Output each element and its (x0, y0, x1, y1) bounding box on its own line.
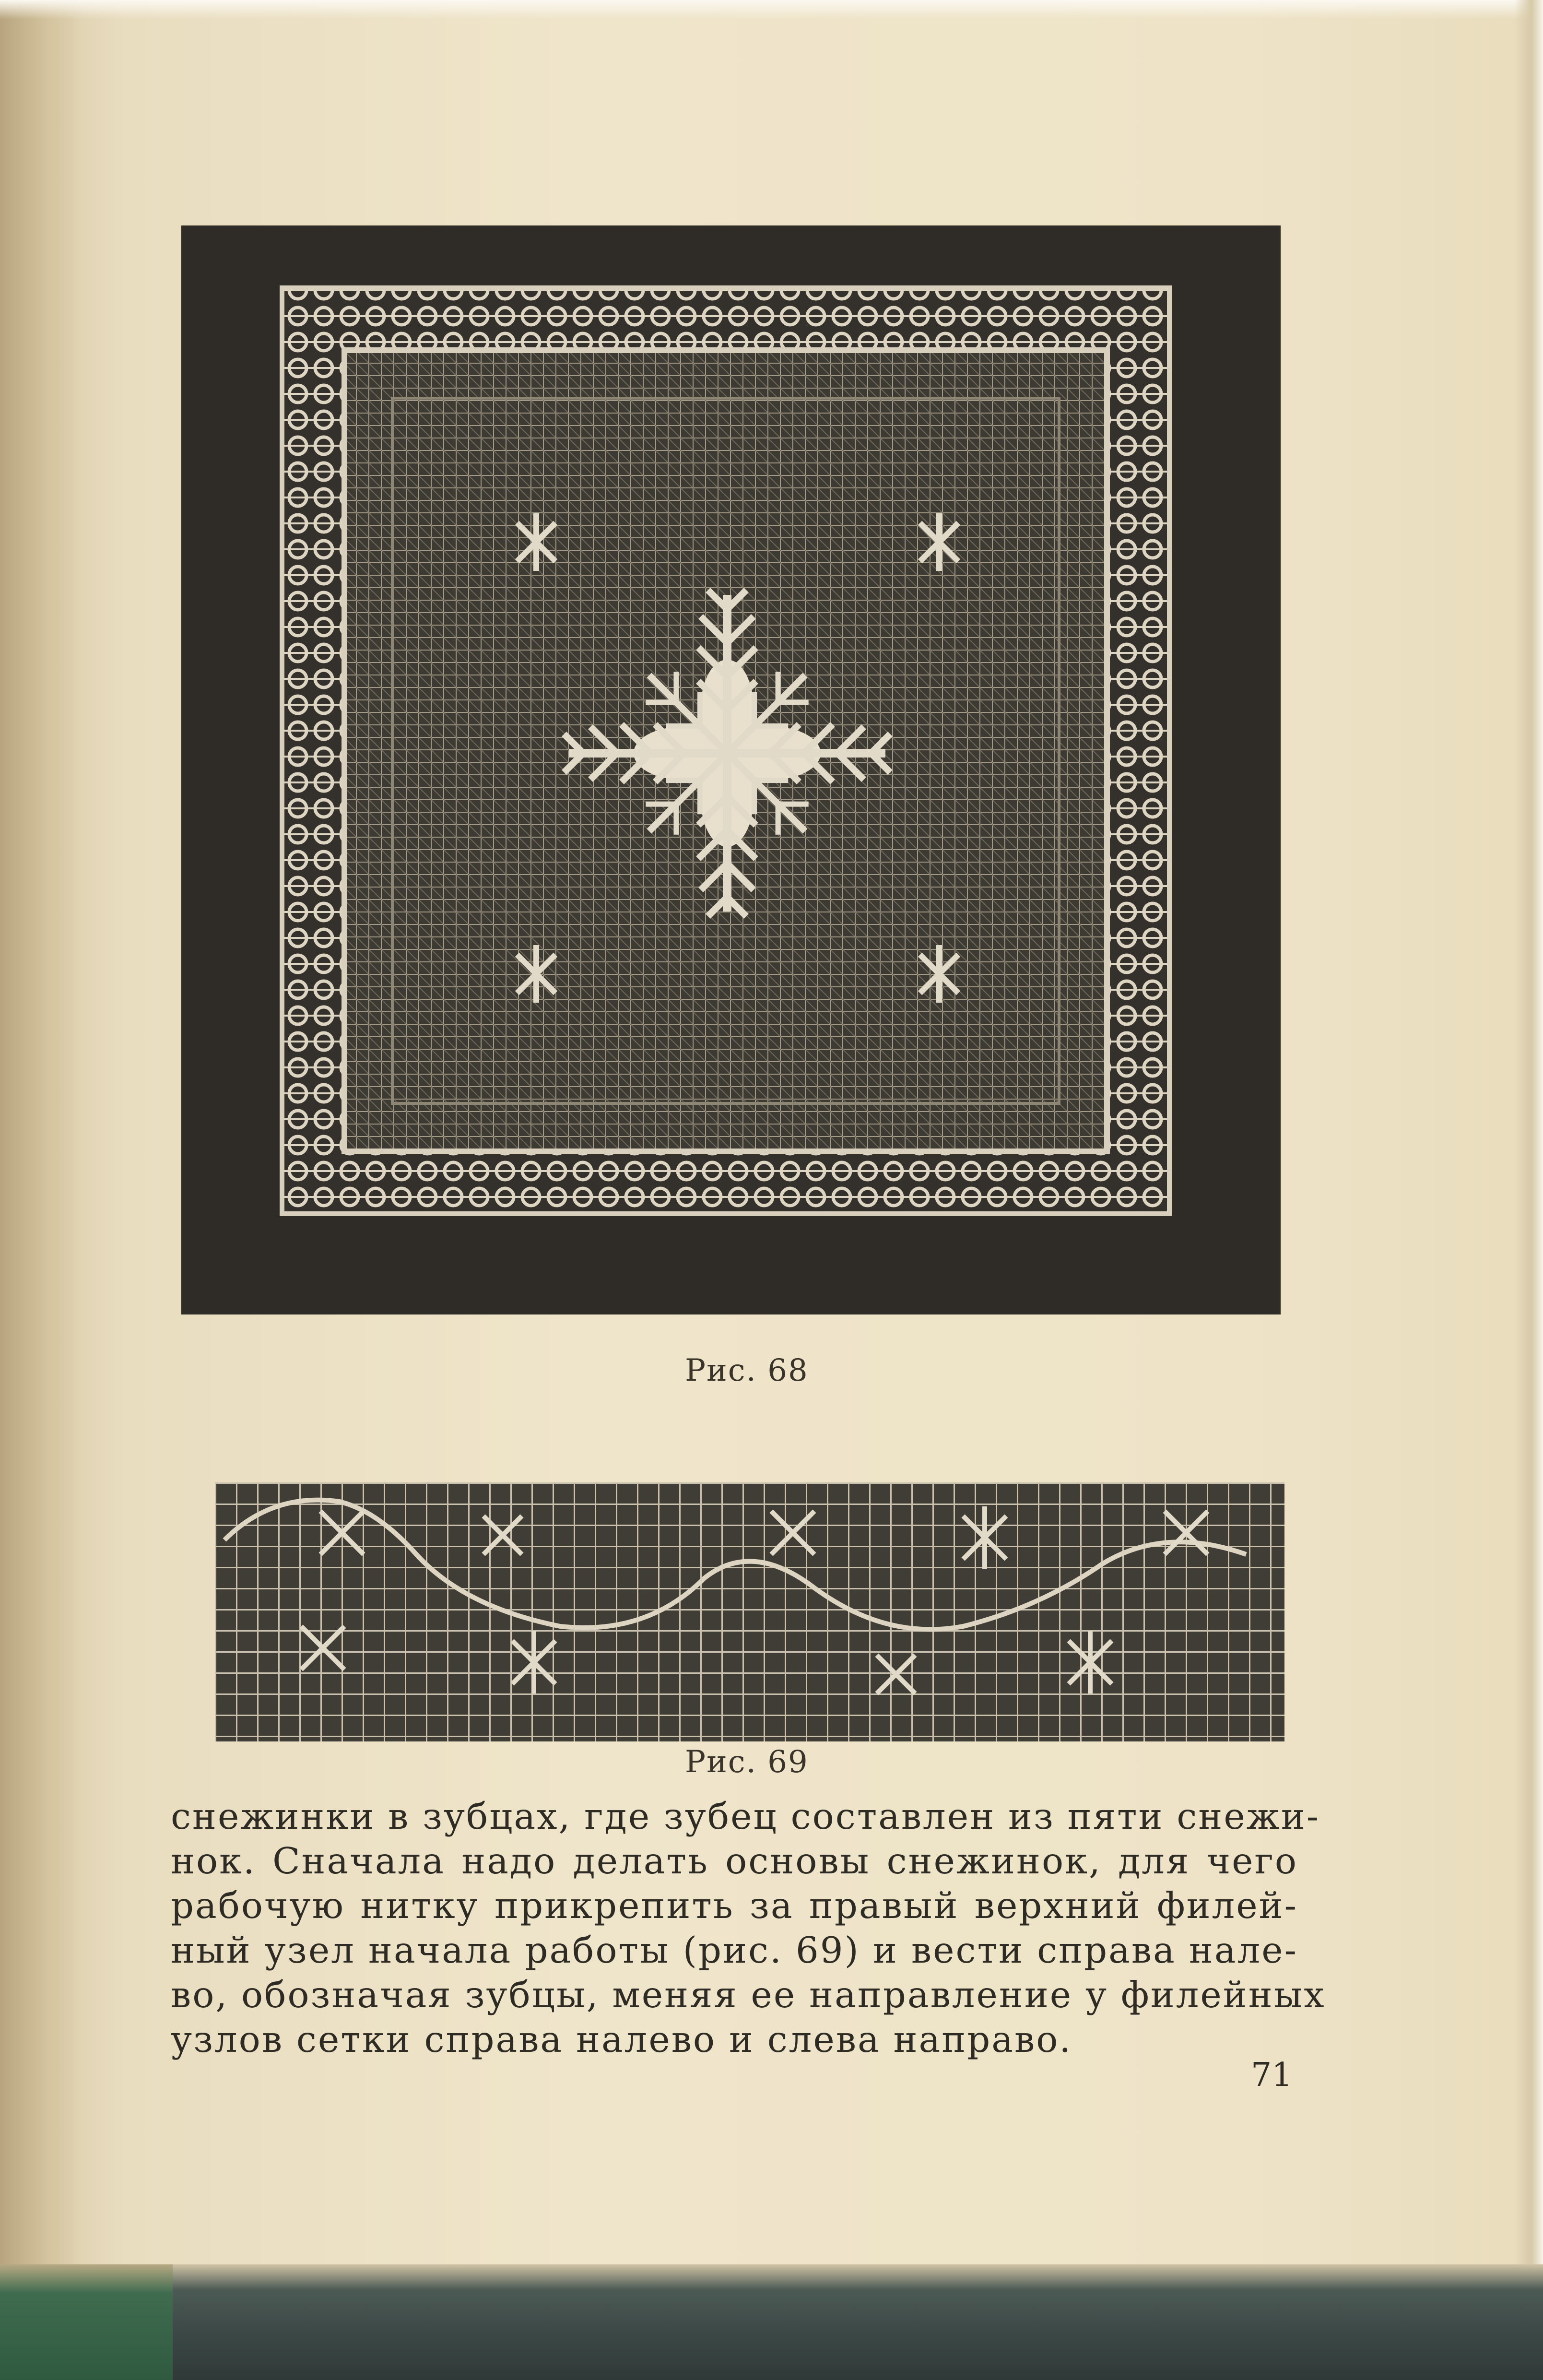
book-cover-edge (0, 2264, 1543, 2380)
body-line: снежинки в зубцах, где зубец составлен из пяти снежи- (171, 1795, 1320, 1837)
book-spine-edge (0, 2264, 173, 2380)
figure-69-caption: Рис. 69 (685, 1744, 809, 1780)
page-number: 71 (1251, 2056, 1293, 2094)
body-line: нок. Сначала надо делать основы снежинок, для чего (171, 1840, 1298, 1882)
page-right-edge (1514, 0, 1543, 2380)
body-line: узлов сетки справа налево и слева направо. (171, 2018, 1072, 2060)
body-line: ный узел начала работы (рис. 69) и вести справа нале- (171, 1929, 1298, 1971)
figure-69-lace-strip (215, 1482, 1284, 1741)
figure-68-caption: Рис. 68 (685, 1353, 809, 1388)
body-line: во, обозначая зубцы, меняя ее направление у филейных (171, 1974, 1326, 2016)
gutter-shadow (0, 0, 82, 2380)
page-top-edge (0, 0, 1543, 19)
figure-68-lace-square (181, 225, 1281, 1314)
body-line: рабочую нитку прикрепить за правый верхний филей- (171, 1884, 1298, 1927)
body-paragraph (171, 1794, 1326, 2062)
